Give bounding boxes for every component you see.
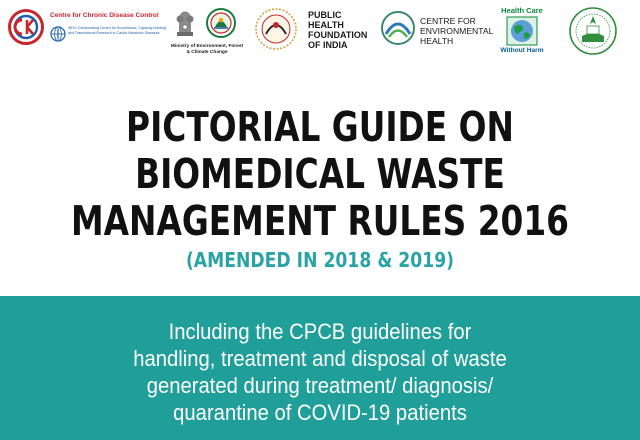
phfi-line: HEALTH: [308, 20, 344, 30]
amendment-subtitle: (AMENDED IN 2018 & 2019): [185, 248, 455, 272]
hcwh-bottom-text: Without Harm: [500, 47, 544, 54]
band-line: generated during treatment/ diagnosis/: [146, 373, 494, 398]
title-line: BIOMEDICAL WASTE: [135, 150, 505, 198]
ccdc-title: Centre for Chronic Disease Control: [50, 12, 159, 19]
ceh-name: [420, 16, 493, 46]
title-block: [0, 104, 640, 273]
phfi-mark-icon: [254, 6, 298, 52]
hele-logo: [566, 6, 624, 58]
ceh-line: CENTRE FOR: [420, 16, 476, 26]
ministry-label: Ministry of Environment, Forest & Climate Change: [170, 44, 244, 55]
band-text: [0, 318, 640, 426]
title-line: MANAGEMENT RULES 2016: [70, 197, 570, 245]
band-line: handling, treatment and disposal of waste: [133, 346, 507, 371]
ceh-mark-icon: [380, 10, 416, 46]
ccdc-logo: [6, 6, 166, 58]
ceh-line: ENVIRONMENTAL: [420, 26, 494, 36]
phfi-line: FOUNDATION: [308, 30, 368, 40]
ceh-logo: [380, 6, 494, 58]
title-line: PICTORIAL GUIDE ON: [126, 103, 514, 151]
national-emblem-icon: [174, 8, 196, 38]
phfi-name: [308, 10, 367, 50]
partner-logos: [0, 0, 640, 62]
band-line: quarantine of COVID-19 patients: [173, 400, 467, 425]
phfi-line: PUBLIC: [308, 10, 342, 20]
hcwh-top-text: Health Care: [501, 6, 543, 15]
ceh-line: HEALTH: [420, 36, 454, 46]
band-line: Including the CPCB guidelines for: [168, 319, 472, 344]
ministry-logo: [170, 6, 248, 58]
cpcb-guidelines-band: [0, 296, 640, 440]
ccdc-mark-icon: [8, 9, 44, 45]
ministry-seal-icon: [206, 8, 236, 38]
ccdc-subtitle: WHO Collaborating Centre for Surveillance, Capacity building and Translational Research in Cardio-Metabolic Diseases: [68, 26, 166, 35]
hcwh-logo: [492, 6, 552, 58]
who-emblem-icon: [50, 26, 66, 42]
phfi-line: OF INDIA: [308, 40, 348, 50]
hcwh-globe-icon: [506, 16, 538, 46]
phfi-logo: [254, 6, 382, 58]
hele-seal-icon: [568, 6, 618, 56]
